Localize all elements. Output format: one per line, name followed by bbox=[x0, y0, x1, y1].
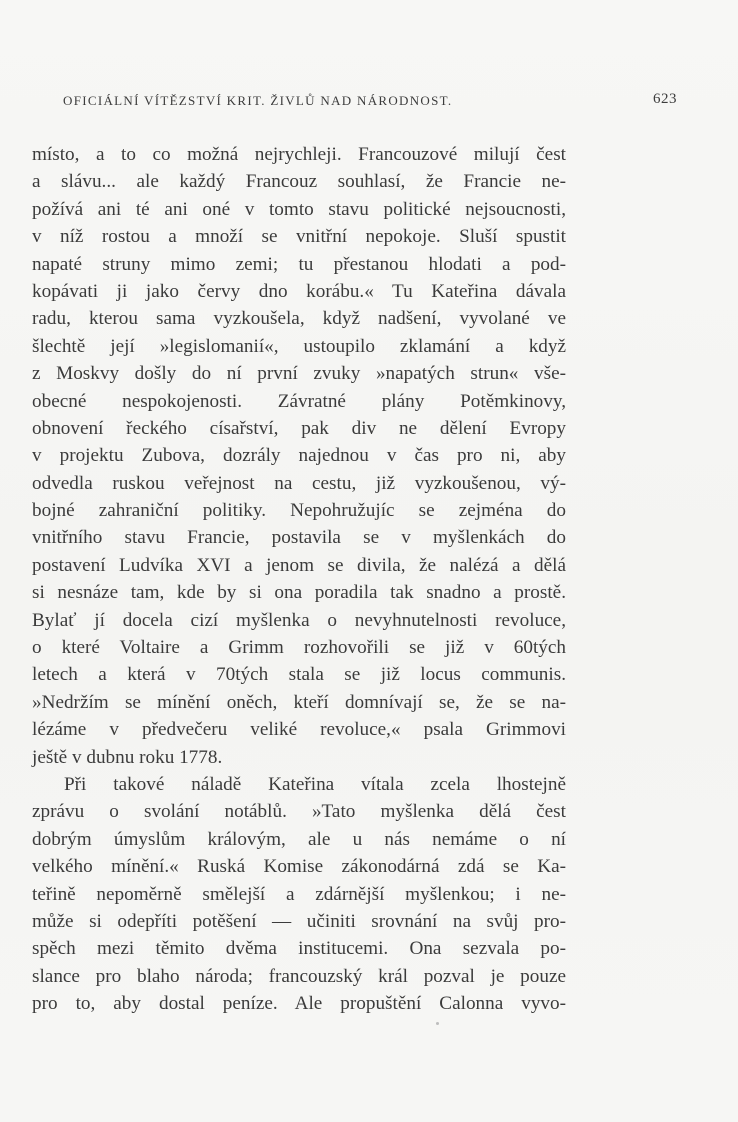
text-line: napaté struny mimo zemi; tu přestanou hlodati a pod- bbox=[32, 253, 566, 275]
text-line: Bylať jí docela cizí myšlenka o nevyhnutelnosti revoluce, bbox=[32, 609, 566, 631]
text-line: teřině nepoměrně smělejší a zdárnější myšlenkou; i ne- bbox=[32, 883, 566, 905]
text-line: pro to, aby dostal peníze. Ale propuštění Calonna vyvo- bbox=[32, 993, 566, 1015]
text-line: v níž rostou a množí se vnitřní nepokoje. Sluší spustit bbox=[32, 226, 566, 248]
text-line: vnitřního stavu Francie, postavila se v myšlenkách do bbox=[32, 527, 566, 549]
text-line: si nesnáze tam, kde by si ona poradila tak snadno a prostě. bbox=[32, 582, 566, 604]
text-line: slance pro blaho národa; francouzský král pozval je pouze bbox=[32, 965, 566, 987]
text-line: a slávu... ale každý Francouz souhlasí, že Francie ne- bbox=[32, 171, 566, 193]
text-line: místo, a to co možná nejrychleji. Francouzové milují čest bbox=[32, 144, 566, 165]
page-number: 623 bbox=[653, 91, 677, 107]
text-line: »Nedržím se mínění oněch, kteří domnívají se, že se na- bbox=[32, 691, 566, 713]
text-line: obnovení řeckého císařství, pak div ne dělení Evropy bbox=[32, 417, 566, 439]
text-line: odvedla ruskou veřejnost na cestu, již vyzkoušenou, vý- bbox=[32, 472, 566, 494]
text-line: šlechtě její »legislomanií«, ustoupilo zklamání a když bbox=[32, 335, 566, 357]
text-line: může si odepříti potěšení — učiniti srovnání na svůj pro- bbox=[32, 910, 566, 932]
text-line: z Moskvy došly do ní první zvuky »napatých strun« vše- bbox=[32, 363, 566, 385]
text-line: bojné zahraniční politiky. Nepohružujíc se zejména do bbox=[32, 500, 566, 522]
text-line: v projektu Zubova, dozrály najednou v čas pro ni, aby bbox=[32, 445, 566, 467]
text-line: velkého mínění.« Ruská Komise zákonodárná zdá se Ka- bbox=[32, 856, 566, 878]
text-line: spěch mezi těmito dvěma institucemi. Ona sezvala po- bbox=[32, 938, 566, 960]
running-title: OFICIÁLNÍ VÍTĚZSTVÍ KRIT. ŽIVLŮ NAD NÁRODNOST. bbox=[63, 93, 453, 108]
text-line: postavení Ludvíka XVI a jenom se divila, že nalézá a dělá bbox=[32, 554, 566, 576]
text-line: požívá ani té ani oné v tomto stavu politické nejsoucnosti, bbox=[32, 198, 566, 220]
paragraph-first-line: Při takové náladě Kateřina vítala zcela lhostejně bbox=[64, 773, 566, 795]
text-line: lézáme v předvečeru veliké revoluce,« psala Grimmovi bbox=[32, 719, 566, 741]
text-line: kopávati ji jako červy dno korábu.« Tu Kateřina dávala bbox=[32, 280, 566, 302]
text-line: radu, kterou sama vyzkoušela, když nadšení, vyvolané ve bbox=[32, 308, 566, 330]
text-line: o které Voltaire a Grimm rozhovořili se již v 60tých bbox=[32, 637, 566, 659]
text-line: zprávu o svolání notáblů. »Tato myšlenka dělá čest bbox=[32, 801, 566, 823]
text-line: obecné nespokojenosti. Závratné plány Potěmkinovy, bbox=[32, 390, 566, 412]
text-line: letech a která v 70tých stala se již locus communis. bbox=[32, 664, 566, 686]
text-line: dobrým úmyslům královým, ale u nás nemáme o ní bbox=[32, 828, 566, 850]
running-head bbox=[63, 93, 677, 115]
body-text bbox=[32, 141, 566, 1018]
paper-speck bbox=[436, 1022, 439, 1025]
paragraph-end-line: ještě v dubnu roku 1778. bbox=[32, 746, 223, 768]
